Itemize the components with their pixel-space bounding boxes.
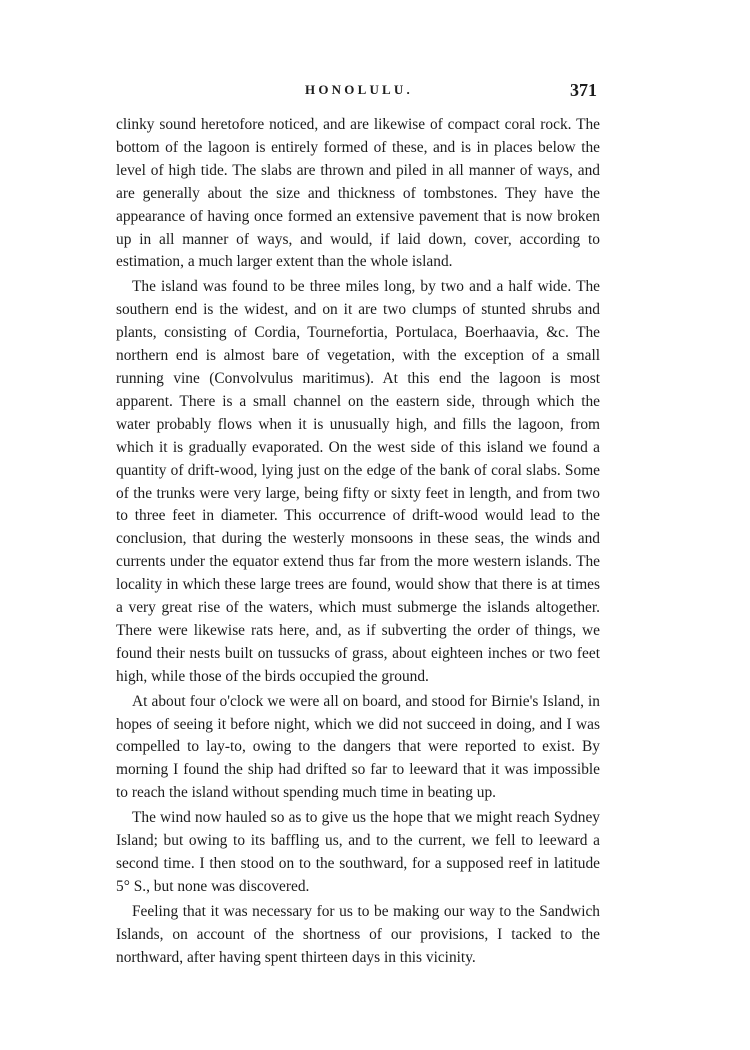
paragraph-birnies-island: At about four o'clock we were all on board, and stood for Birnie's Island, in hopes of seeing it before night, which we did not succeed in doing, and I was compelled to lay-to, owing to the dangers that were reported to exist. By morning I found the ship had drifted so far to leeward that it was impossible to reach the island without spending much time in beating up. [116,692,600,802]
running-header [115,80,603,104]
running-title: HONOLULU. [305,82,413,97]
body-text [116,114,600,970]
paragraph-sandwich-islands: Feeling that it was necessary for us to be making our way to the Sandwich Islands, on account of the shortness of our provisions, I tacked to the northward, after having spent thirteen days in this vicinity. [116,902,600,966]
paragraph-sydney-island: The wind now hauled so as to give us the hope that we might reach Sydney Island; but owing to its baffling us, and to the current, we fell to leeward a second time. I then stood on to the southward, for a supposed reef in latitude 5° S., but none was discovered. [116,809,600,895]
paragraph-continued: clinky sound heretofore noticed, and are likewise of compact coral rock. The bottom of the lagoon is entirely formed of these, and is in places below the level of high tide. The slabs are thrown and piled in all manner of ways, and are generally about the size and thickness of tombstones. They have the appearance of having once formed an extensive pavement that is now broken up in all manner of ways, and would, if laid down, cover, according to estimation, a much larger extent than the whole island. [116,116,600,271]
paragraph-island-description: The island was found to be three miles long, by two and a half wide. The southern end is the widest, and on it are two clumps of stunted shrubs and plants, consisting of Cordia, Tournefortia, Portulaca, Boerhaavia, &c. The northern end is almost bare of vegetation, with the exception of a small running vine (Convolvulus maritimus). At this end the lagoon is most apparent. There is a small channel on the eastern side, through which the water probably flows when it is unusually high, and fills the lagoon, from which it is gradually evaporated. On the west side of this island we found a quantity of drift-wood, lying just on the edge of the bank of coral slabs. Some of the trunks were very large, being fifty or sixty feet in length, and from two to three feet in diameter. This occurrence of drift-wood would lead to the conclusion, that during the westerly monsoons in these seas, the winds and currents under the equator extend thus far from the more western islands. The locality in which these large trees are found, would show that there is at times a very great rise of the waters, which must submerge the islands altogether. There were likewise rats here, and, as if subverting the order of things, we found their nests built on tussucks of grass, about eighteen inches or two feet high, while those of the birds occupied the ground. [116,278,600,685]
page-number: 371 [570,80,597,100]
